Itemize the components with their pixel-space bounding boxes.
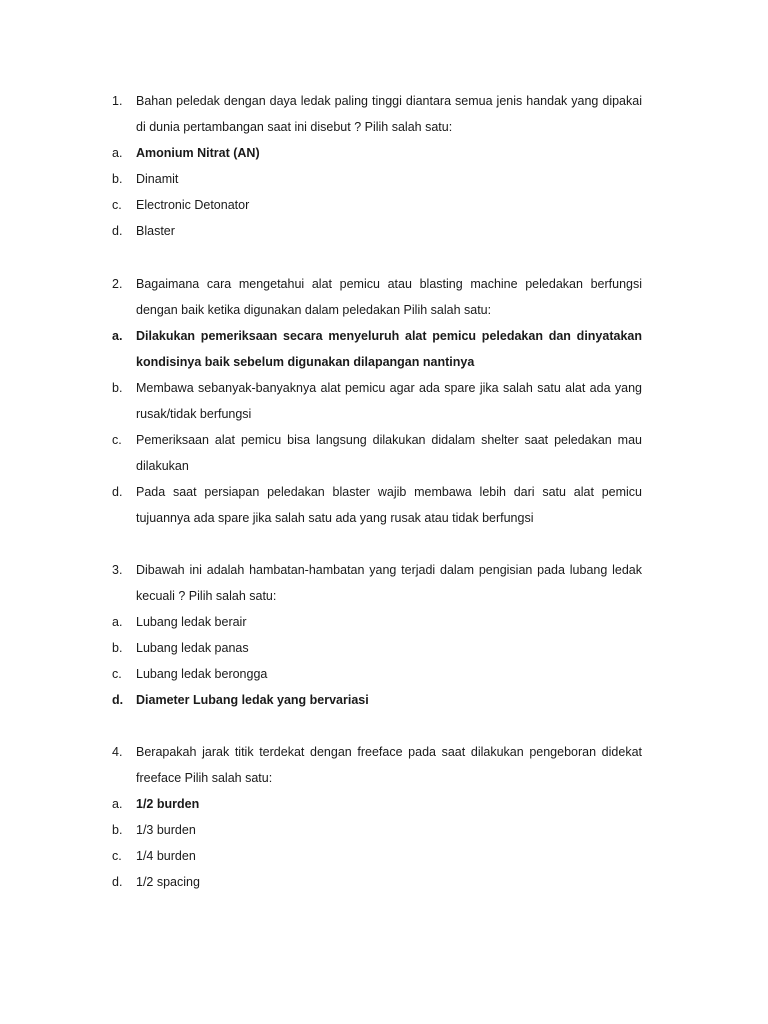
option-label: b.	[112, 381, 123, 395]
option-b	[112, 375, 642, 427]
question-3	[112, 557, 642, 713]
option-label: b.	[112, 172, 123, 186]
option-d	[112, 479, 642, 531]
option-label: a.	[112, 146, 123, 160]
question-number: 3.	[112, 563, 123, 577]
option-c	[112, 192, 642, 218]
option-text: Blaster	[136, 224, 175, 238]
option-text: 1/2 burden	[136, 797, 200, 811]
option-c	[112, 843, 642, 869]
option-text: 1/3 burden	[136, 823, 196, 837]
option-label: a.	[112, 329, 123, 343]
option-label: d.	[112, 224, 123, 238]
option-text: Pemeriksaan alat pemicu bisa langsung dilakukan didalam shelter saat peledakan mau dilakukan	[136, 433, 642, 473]
question-1	[112, 88, 642, 244]
option-label: d.	[112, 693, 124, 707]
option-text: Lubang ledak berongga	[136, 667, 268, 681]
question-4	[112, 739, 642, 895]
option-label: a.	[112, 797, 123, 811]
option-b	[112, 166, 642, 192]
option-text: Amonium Nitrat (AN)	[136, 146, 260, 160]
option-a	[112, 323, 642, 375]
option-label: c.	[112, 667, 122, 681]
question-number: 4.	[112, 745, 123, 759]
option-b	[112, 635, 642, 661]
question-text: Dibawah ini adalah hambatan-hambatan yang terjadi dalam pengisian pada lubang ledak kecuali ? Pilih salah satu:	[136, 563, 642, 603]
option-label: b.	[112, 823, 123, 837]
option-text: Lubang ledak berair	[136, 615, 247, 629]
question-text: Bagaimana cara mengetahui alat pemicu atau blasting machine peledakan berfungsi dengan baik ketika digunakan dalam peledakan Pilih salah satu:	[136, 277, 642, 317]
option-a	[112, 140, 642, 166]
question-stem	[112, 271, 642, 323]
option-label: c.	[112, 433, 122, 447]
option-label: c.	[112, 198, 122, 212]
option-a	[112, 609, 642, 635]
option-d	[112, 687, 642, 713]
option-text: Diameter Lubang ledak yang bervariasi	[136, 693, 369, 707]
option-label: c.	[112, 849, 122, 863]
option-label: d.	[112, 485, 123, 499]
option-label: d.	[112, 875, 123, 889]
question-text: Bahan peledak dengan daya ledak paling tinggi diantara semua jenis handak yang dipakai di dunia pertambangan saat ini disebut ? Pilih salah satu:	[136, 94, 642, 134]
option-text: Membawa sebanyak-banyaknya alat pemicu agar ada spare jika salah satu alat ada yang rusak/tidak berfungsi	[136, 381, 642, 421]
option-text: Electronic Detonator	[136, 198, 250, 212]
option-text: Dinamit	[136, 172, 179, 186]
question-number: 1.	[112, 94, 123, 108]
option-d	[112, 869, 642, 895]
option-b	[112, 817, 642, 843]
question-2	[112, 271, 642, 531]
option-c	[112, 427, 642, 479]
question-number: 2.	[112, 277, 123, 291]
option-d	[112, 218, 642, 244]
question-stem	[112, 557, 642, 609]
option-text: 1/2 spacing	[136, 875, 200, 889]
option-a	[112, 791, 642, 817]
option-text: 1/4 burden	[136, 849, 196, 863]
option-text: Lubang ledak panas	[136, 641, 249, 655]
option-label: a.	[112, 615, 123, 629]
question-stem	[112, 739, 642, 791]
option-text: Pada saat persiapan peledakan blaster wajib membawa lebih dari satu alat pemicu tujuannya ada spare jika salah satu ada yang rusak atau tidak berfungsi	[136, 485, 642, 525]
option-label: b.	[112, 641, 123, 655]
option-c	[112, 661, 642, 687]
option-text: Dilakukan pemeriksaan secara menyeluruh alat pemicu peledakan dan dinyatakan kondisinya baik sebelum digunakan dilapangan nantinya	[136, 329, 642, 369]
question-text: Berapakah jarak titik terdekat dengan freeface pada saat dilakukan pengeboran didekat freeface Pilih salah satu:	[136, 745, 642, 785]
question-stem	[112, 88, 642, 140]
